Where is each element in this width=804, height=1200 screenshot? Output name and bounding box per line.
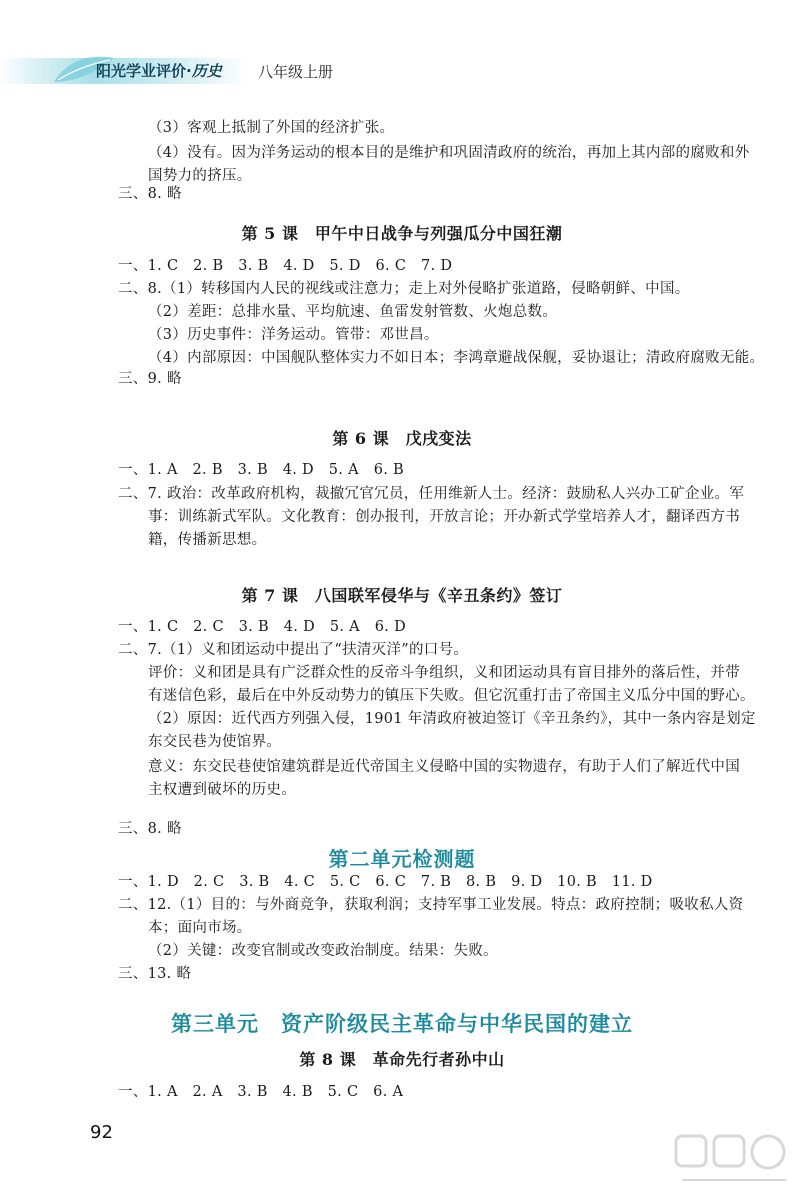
- answer-line: 国势力的挤压。: [148, 168, 252, 184]
- answer-line: 三、9. 略: [118, 371, 182, 387]
- answer-line: 二、7. 政治：改革政府机构，裁撤冗官冗员，任用维新人士。经济：鼓励私人兴办工矿企业。军: [118, 486, 745, 502]
- answer-line: 籍，传播新思想。: [148, 532, 267, 548]
- lesson-8-title: 第 8 课 革命先行者孙中山: [299, 1050, 505, 1069]
- answer-line: 意义：东交民巷使馆建筑群是近代帝国主义侵略中国的实物遗存，有助于人们了解近代中国: [148, 759, 740, 775]
- answer-line: 东交民巷为使馆界。: [148, 734, 282, 750]
- header-grade: 八年级上册: [258, 63, 334, 81]
- answer-line: （3）历史事件：洋务运动。管带：邓世昌。: [148, 327, 439, 343]
- answer-line: 有迷信色彩，最后在中外反动势力的镇压下失败。但它沉重打击了帝国主义瓜分中国的野心。: [148, 688, 755, 704]
- lesson-5-title: 第 5 课 甲午中日战争与列强瓜分中国狂潮: [241, 224, 563, 243]
- lesson-7-title: 第 7 课 八国联军侵华与《辛丑条约》签订: [241, 586, 563, 605]
- answer-line: 三、8. 略: [118, 821, 182, 837]
- answer-line: 本；面向市场。: [148, 920, 252, 936]
- answer-line: 二、12.（1）目的：与外商竞争，获取利润；支持军事工业发展。特点：政府控制；吸收私人资: [118, 897, 744, 913]
- answer-line: （2）差距：总排水量、平均航速、鱼雷发射管数、火炮总数。: [148, 304, 558, 320]
- answer-line: 一、1. A 2. A 3. B 4. B 5. C 6. A: [118, 1084, 404, 1100]
- answer-line: 三、8. 略: [118, 186, 182, 202]
- watermark-logo-icon: [670, 1128, 795, 1194]
- answer-line: （4）内部原因：中国舰队整体实力不如日本；李鸿章避战保舰，妥协退让；清政府腐败无能。: [148, 350, 765, 366]
- answer-line: 一、1. A 2. B 3. B 4. D 5. A 6. B: [118, 462, 404, 478]
- answer-line: 主权遭到破坏的历史。: [148, 782, 296, 798]
- answer-line: （4）没有。因为洋务运动的根本目的是维护和巩固清政府的统治，再加上其内部的腐败和外: [148, 145, 750, 161]
- answer-line: 一、1. C 2. B 3. B 4. D 5. D 6. C 7. D: [118, 258, 453, 274]
- answer-line: （3）客观上抵制了外国的经济扩张。: [148, 120, 395, 136]
- answer-line: 一、1. C 2. C 3. B 4. D 5. A 6. D: [118, 619, 407, 635]
- lesson-6-title: 第 6 课 戊戌变法: [332, 429, 472, 448]
- answer-line: 事：训练新式军队。文化教育：创办报刊，开放言论；开办新式学堂培养人才，翻译西方书: [148, 509, 740, 525]
- answer-line: 三、13. 略: [118, 966, 192, 982]
- page-number: 92: [90, 1122, 113, 1143]
- unit-2-test-title: 第二单元检测题: [328, 847, 476, 871]
- answer-line: 二、8.（1）转移国内人民的视线或注意力；走上对外侵略扩张道路，侵略朝鲜、中国。: [118, 281, 690, 297]
- answer-line: 评价：义和团是具有广泛群众性的反帝斗争组织，义和团运动具有盲目排外的落后性，并带: [148, 665, 740, 681]
- unit-3-title: 第三单元 资产阶级民主革命与中华民国的建立: [171, 1011, 633, 1036]
- answer-line: 二、7.（1）义和团运动中提出了“扶清灭洋”的口号。: [118, 642, 469, 658]
- page-header: [0, 52, 804, 92]
- answer-line: 一、1. D 2. C 3. B 4. C 5. C 6. C 7. B 8. B 9. D 10. B 11. D: [118, 874, 653, 890]
- answer-line: （2）原因：近代西方列强入侵，1901 年清政府被迫签订《辛丑条约》，其中一条内容是划定: [148, 711, 756, 727]
- header-title: 阳光学业评价·历史: [96, 62, 222, 80]
- answer-line: （2）关键：改变官制或改变政治制度。结果：失败。: [148, 943, 498, 959]
